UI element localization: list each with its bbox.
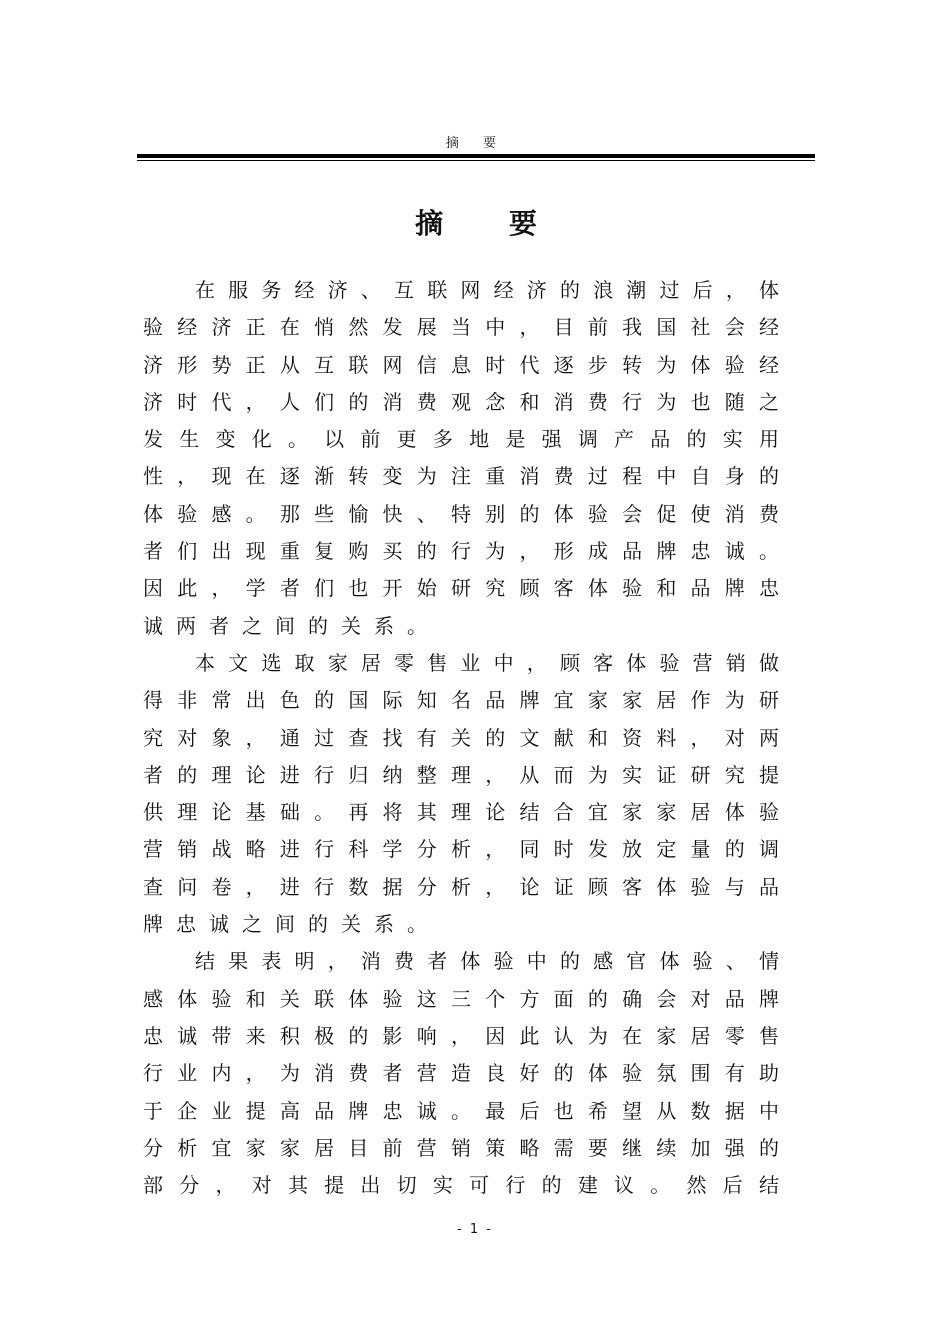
header-rule — [137, 154, 815, 158]
header-rule-thin — [137, 160, 815, 161]
page-number: - 1 - — [457, 1222, 493, 1237]
abstract-body — [143, 272, 792, 1204]
paragraph-3: 结果表明，消费者体验中的感官体验、情感体验和关联体验这三个方面的确会对品牌忠诚带来积极的影响，因此认为在家居零售行业内，为消费者营造良好的体验氛围有助于企业提高品牌忠诚。最后也希望从数据中分析宜家家居目前营销策略需要继续加强的部分，对其提出切实可行的建议。然后结 — [143, 949, 792, 1198]
page-title: 摘 要 — [415, 207, 565, 240]
paragraph-1: 在服务经济、互联网经济的浪潮过后，体验经济正在悄然发展当中，目前我国社会经济形势正从互联网信息时代逐步转为体验经济时代，人们的消费观念和消费行为也随之发生变化。以前更多地是强调产品的实用性，现在逐渐转变为注重消费过程中自身的体验感。那些愉快、特别的体验会促使消费者们出现重复购买的行为，形成品牌忠诚。因此，学者们也开始研究顾客体验和品牌忠诚两者之间的关系。 — [143, 278, 792, 638]
paragraph-2: 本文选取家居零售业中，顾客体验营销做得非常出色的国际知名品牌宜家家居作为研究对象，通过查找有关的文献和资料，对两者的理论进行归纳整理，从而为实证研究提供理论基础。再将其理论结合宜家家居体验营销战略进行科学分析，同时发放定量的调查问卷，进行数据分析，论证顾客体验与品牌忠诚之间的关系。 — [143, 650, 792, 937]
running-header: 摘 要 — [445, 136, 507, 151]
